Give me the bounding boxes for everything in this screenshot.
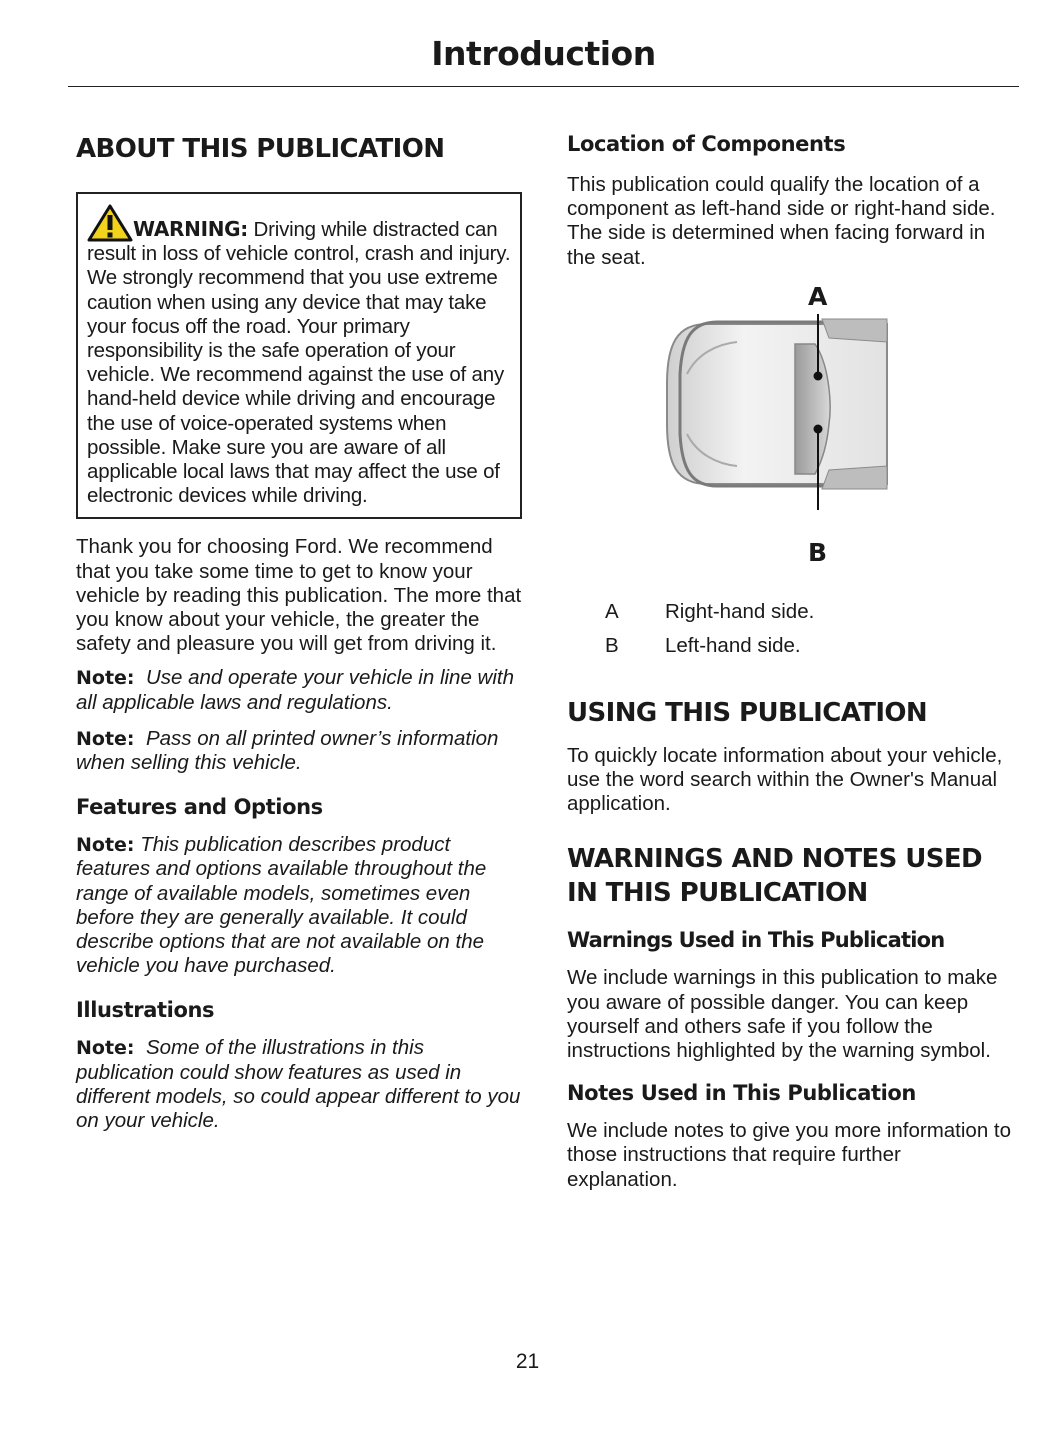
warnings-notes-heading-line1: WARNINGS AND NOTES USED: [567, 844, 982, 875]
legend-key: A: [605, 599, 619, 623]
note-label: Note:: [76, 667, 135, 690]
intro-paragraph: Thank you for choosing Ford. We recommend that you take some time to get to know your vehicle by reading this publication. The more that you know about your vehicle, the greater the safety and pleasure you will get from driving it.: [76, 535, 522, 656]
figure-legend: [567, 600, 1013, 658]
warning-text: Driving while distracted can result in loss of vehicle control, crash and injury. We strongly recommend that you use extreme caution when using any device that may take your focus off the road. Your primary responsibility is the safe operation of your vehicle. We recommend against the use of any hand-held device while driving and encourage the use of voice-operated systems when possible. Make sure you are aware of all applicable local laws that may affect the use of electronic devices while driving.: [87, 218, 511, 508]
legend-row: [567, 634, 1013, 658]
page-header: [68, 30, 1019, 87]
notes-used-paragraph: We include notes to give you more information to those instructions that require further explanation.: [567, 1119, 1012, 1191]
left-column: [76, 127, 522, 1133]
note-pass-on: [76, 727, 522, 775]
location-heading: Location of Components: [567, 132, 846, 156]
location-paragraph: This publication could qualify the location of a component as left-hand side or right-hand side. The side is determined when facing forward in the seat.: [567, 173, 996, 269]
features-heading: Features and Options: [76, 795, 323, 820]
warning-box: [76, 192, 522, 519]
page-number: 21: [515, 1350, 540, 1373]
warning-triangle-icon: [87, 204, 133, 242]
legend-key: B: [605, 633, 619, 657]
vehicle-side-figure: [567, 281, 1013, 582]
warnings-notes-heading-line2: IN THIS PUBLICATION: [567, 878, 868, 909]
notes-used-heading: Notes Used in This Publication: [567, 1081, 916, 1106]
note-text: Use and operate your vehicle in line with all applicable laws and regulations.: [76, 666, 515, 714]
using-paragraph: To quickly locate information about your vehicle, use the word search within the Owner's Manual application.: [567, 743, 1003, 816]
note-label: Note:: [76, 727, 135, 750]
note-label: Note:: [76, 834, 135, 857]
illustrations-heading: Illustrations: [76, 998, 215, 1023]
note-text: This publication describes product features and options available throughout the range of available models, sometimes even before they are generally available. It could describe options that are not available on the vehicle you have purchased.: [76, 833, 487, 978]
legend-row: [567, 600, 1013, 624]
right-column: [567, 127, 1013, 1192]
warning-label: WARNING:: [133, 217, 248, 241]
legend-value: Right-hand side.: [665, 599, 815, 623]
figure-label-b: B: [808, 537, 828, 567]
vehicle-top-view-illustration: [567, 314, 1013, 574]
warnings-used-heading: Warnings Used in This Publication: [567, 928, 945, 953]
note-illustrations: [76, 1036, 522, 1133]
note-label: Note:: [76, 1037, 135, 1060]
about-heading: ABOUT THIS PUBLICATION: [76, 134, 445, 164]
using-heading: USING THIS PUBLICATION: [567, 697, 928, 728]
note-text: Some of the illustrations in this publication could show features as used in different models, so could appear different to you on your vehicle.: [76, 1036, 521, 1133]
figure-label-a: A: [808, 281, 828, 311]
warning-paragraph: [87, 204, 511, 508]
warnings-used-paragraph: We include warnings in this publication to make you aware of possible danger. You can keep yourself and others safe if you follow the instructions highlighted by the warning symbol.: [567, 966, 998, 1063]
legend-value: Left-hand side.: [665, 633, 801, 657]
note-use-operate: [76, 666, 522, 714]
warnings-notes-heading: [567, 842, 1013, 910]
page-title: Introduction: [431, 34, 656, 73]
note-text: Pass on all printed owner’s information when selling this vehicle.: [76, 726, 499, 775]
note-features: [76, 833, 522, 978]
